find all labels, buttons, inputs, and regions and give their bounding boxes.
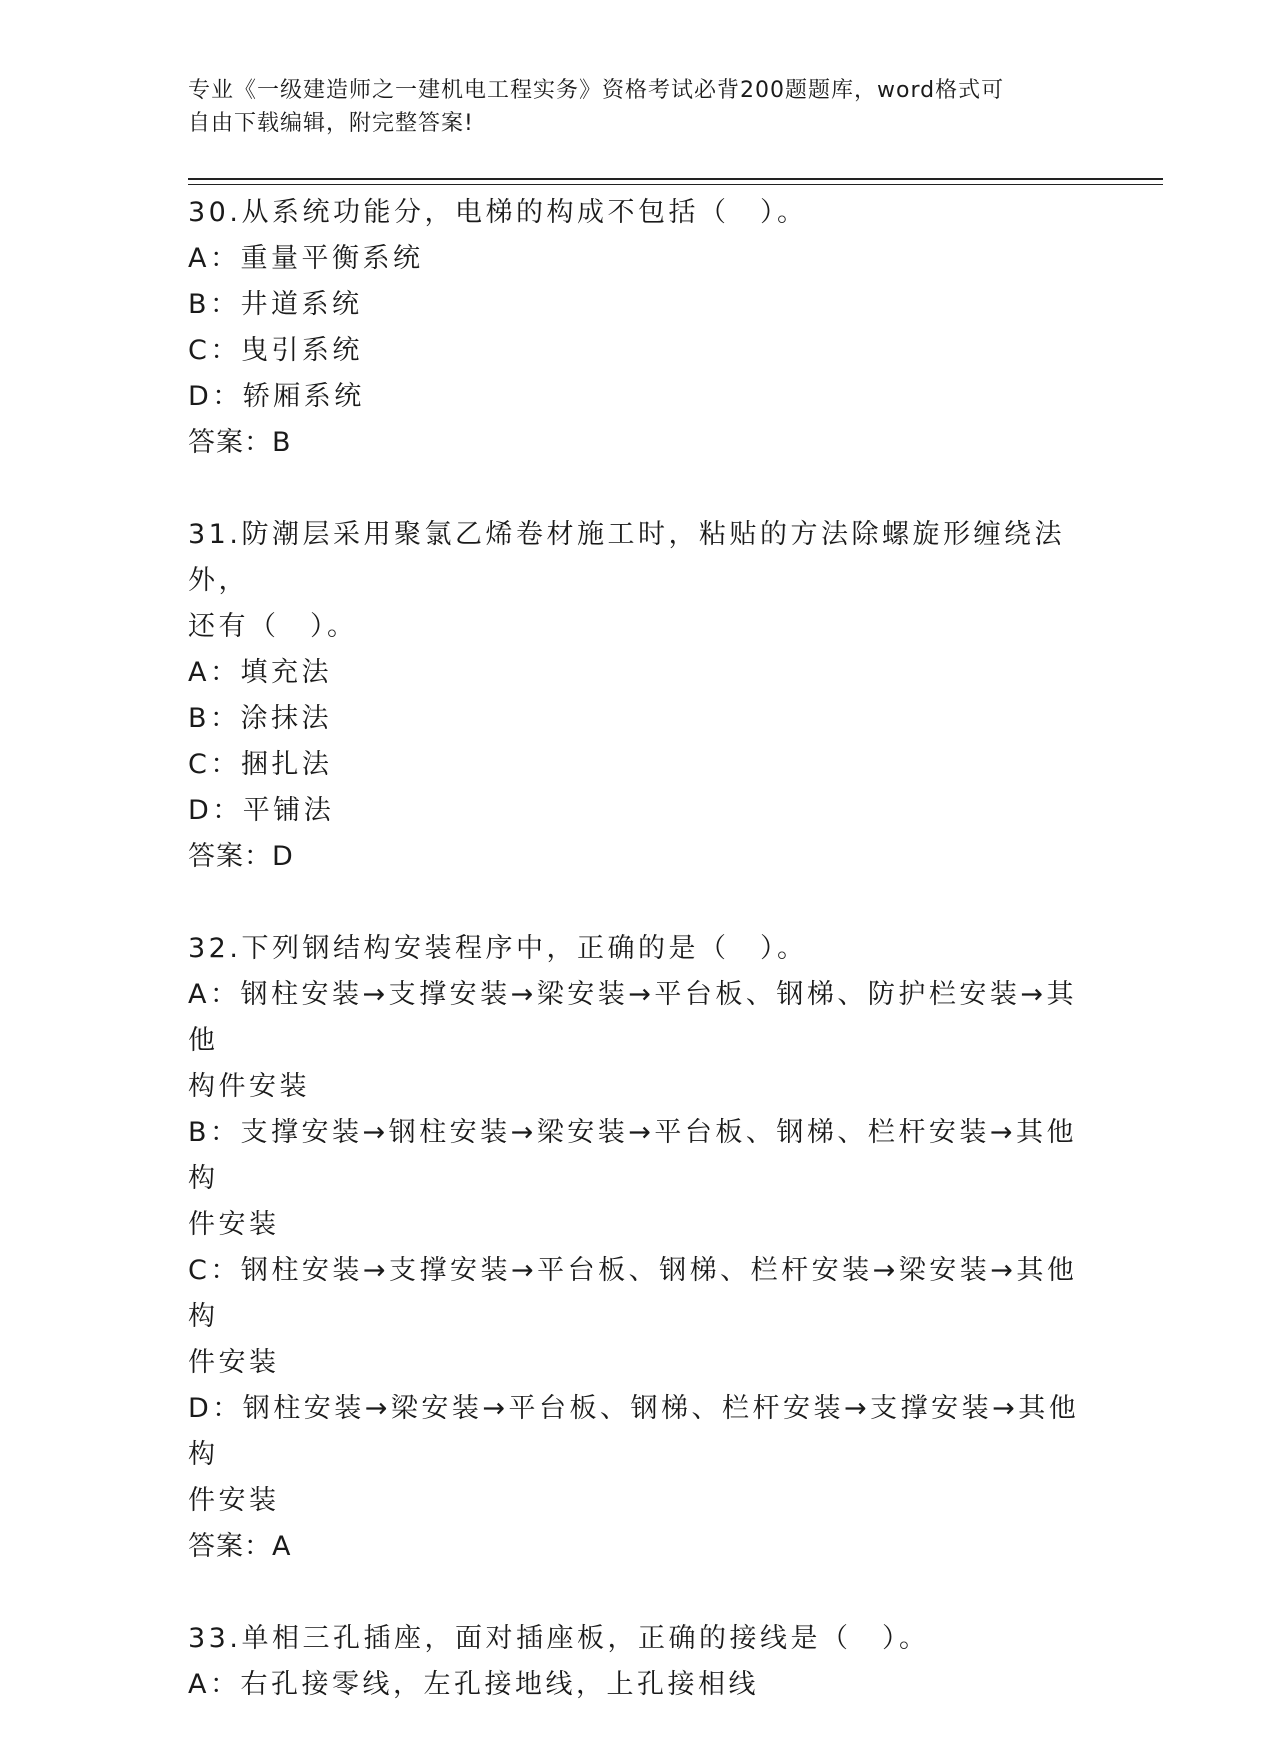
option-a: A：重量平衡系统	[188, 243, 424, 274]
answer-label: 答案：B	[188, 427, 292, 458]
option-a: A：填充法	[188, 657, 332, 688]
option-d-continued: 件安装	[188, 1485, 280, 1516]
option-b-continued: 件安装	[188, 1209, 280, 1240]
question-stem-continued: 还有（ ）。	[188, 611, 358, 642]
question-32	[188, 926, 1088, 1570]
option-a-continued: 构件安装	[188, 1071, 310, 1102]
option-c: C：曳引系统	[188, 335, 363, 366]
question-stem: 31.防潮层采用聚氯乙烯卷材施工时，粘贴的方法除螺旋形缠绕法外，	[188, 519, 1065, 596]
option-d: D：钢柱安装→梁安装→平台板、钢梯、栏杆安装→支撑安装→其他构	[188, 1393, 1080, 1470]
option-c: C：捆扎法	[188, 749, 333, 780]
option-b: B：井道系统	[188, 289, 363, 320]
question-list	[188, 190, 1088, 1754]
question-31	[188, 512, 1088, 880]
answer-label: 答案：A	[188, 1531, 292, 1562]
header-divider-thick	[188, 178, 1163, 180]
question-30	[188, 190, 1088, 466]
document-header	[188, 74, 1088, 140]
option-b: B：支撑安装→钢柱安装→梁安装→平台板、钢梯、栏杆安装→其他构	[188, 1117, 1078, 1194]
option-b: B：涂抹法	[188, 703, 333, 734]
option-d: D：轿厢系统	[188, 381, 365, 412]
question-33	[188, 1616, 1088, 1708]
answer-label: 答案：D	[188, 841, 294, 872]
header-divider-thin	[188, 184, 1163, 185]
option-a: A：右孔接零线，左孔接地线，上孔接相线	[188, 1669, 759, 1700]
option-d: D：平铺法	[188, 795, 335, 826]
header-line-1: 专业《一级建造师之一建机电工程实务》资格考试必背200题题库，word格式可	[188, 78, 1005, 103]
option-a: A：钢柱安装→支撑安装→梁安装→平台板、钢梯、防护栏安装→其他	[188, 979, 1077, 1056]
option-c-continued: 件安装	[188, 1347, 280, 1378]
option-c: C：钢柱安装→支撑安装→平台板、钢梯、栏杆安装→梁安装→其他构	[188, 1255, 1078, 1332]
header-line-2: 自由下载编辑，附完整答案!	[188, 111, 474, 136]
question-stem: 30.从系统功能分，电梯的构成不包括（ ）。	[188, 197, 808, 228]
question-stem: 32.下列钢结构安装程序中，正确的是（ ）。	[188, 933, 808, 964]
question-stem: 33.单相三孔插座，面对插座板，正确的接线是（ ）。	[188, 1623, 930, 1654]
